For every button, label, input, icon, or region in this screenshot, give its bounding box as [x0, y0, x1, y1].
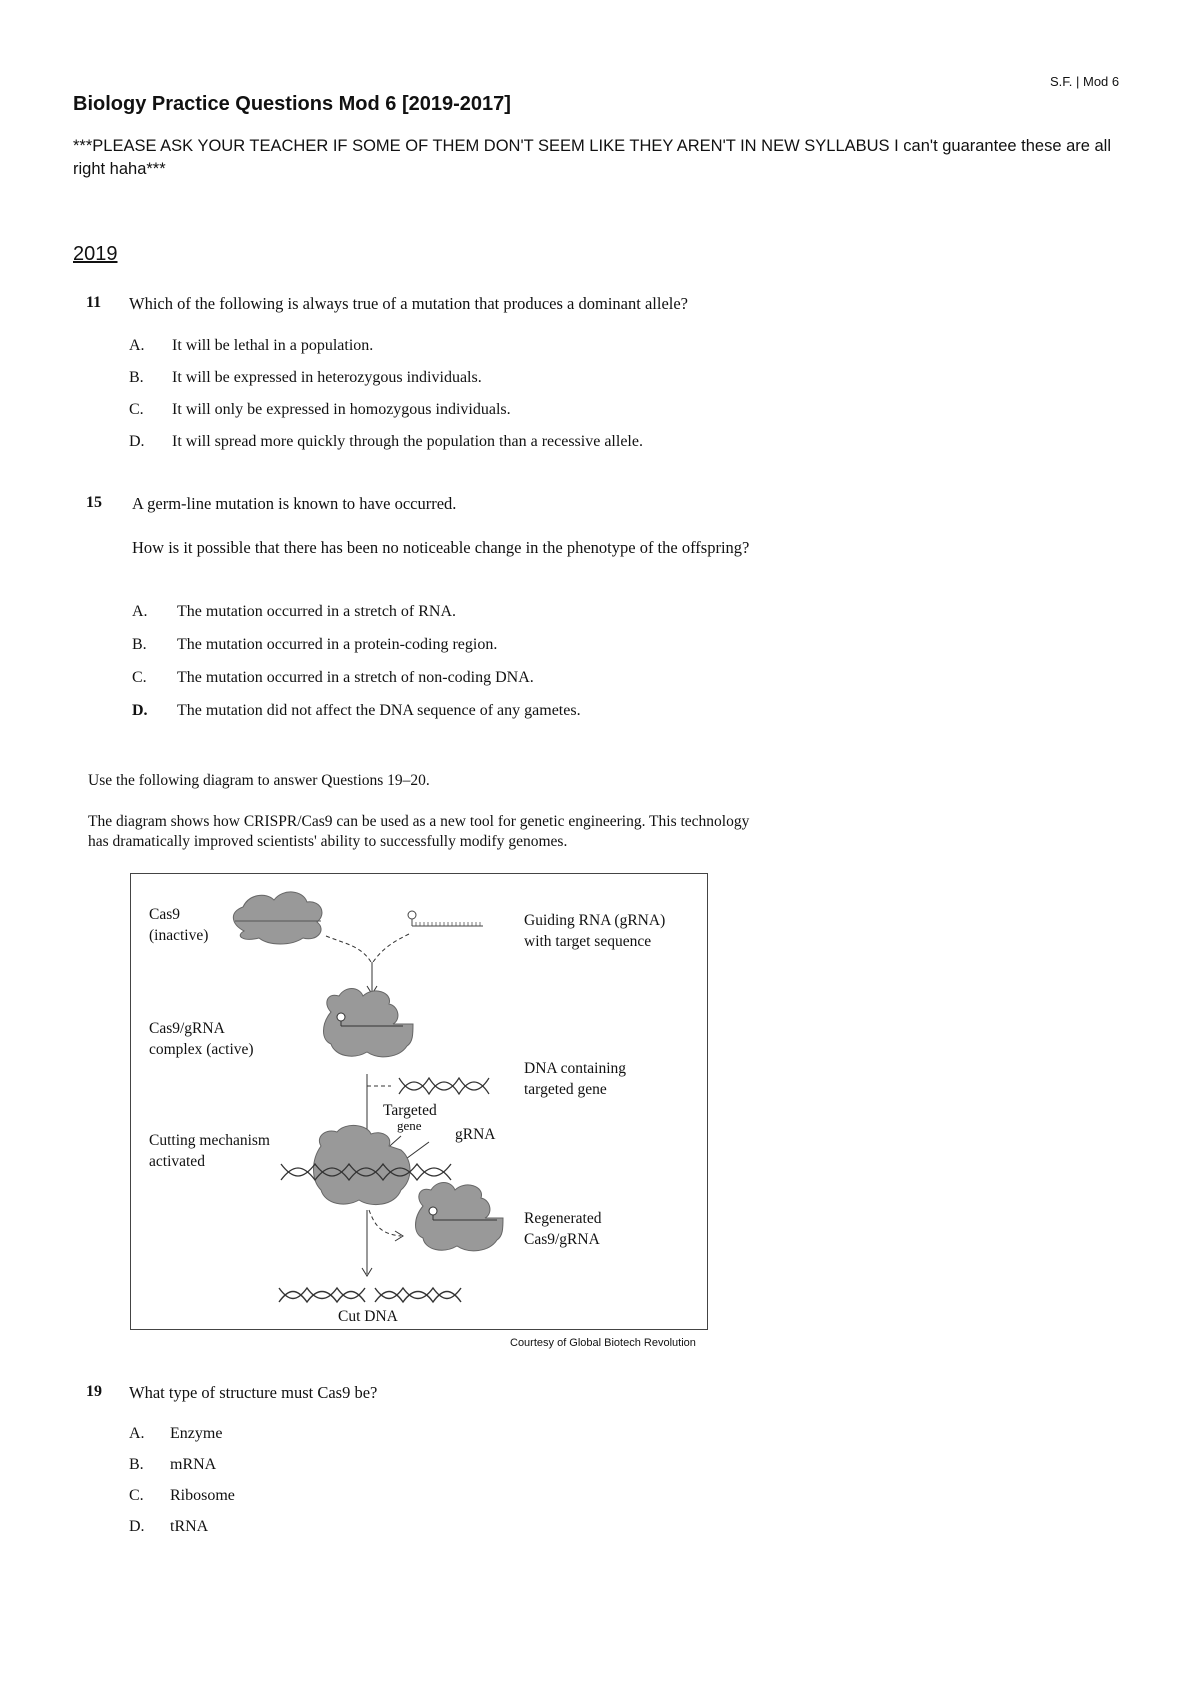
- option-text: It will be expressed in heterozygous individuals.: [172, 369, 482, 386]
- grna-teeth: [416, 922, 480, 926]
- option-text: The mutation did not affect the DNA sequence of any gametes.: [177, 702, 581, 719]
- label-inactive: (inactive): [149, 927, 209, 944]
- option-letter: C.: [132, 669, 147, 686]
- cas9-inactive-shape: [233, 892, 322, 944]
- option-text: mRNA: [170, 1456, 217, 1473]
- label-targeted: Targeted: [383, 1102, 437, 1119]
- label-dna-2: targeted gene: [524, 1081, 607, 1098]
- question-number: 11: [86, 294, 102, 311]
- cut-dna-right: [375, 1288, 461, 1302]
- label-complex-2: complex (active): [149, 1041, 254, 1058]
- option-letter: A.: [129, 337, 145, 354]
- question-text: What type of structure must Cas9 be?: [129, 1383, 378, 1402]
- stimulus-description: The diagram shows how CRISPR/Cas9 can be used as a new tool for genetic engineering. This technology has dramatically improved scientists' ability to successfully modify genomes.: [88, 813, 750, 850]
- option-text: The mutation occurred in a protein-coding region.: [177, 636, 498, 653]
- question-number: 15: [86, 494, 102, 511]
- year-heading: 2019: [73, 243, 118, 265]
- option-letter: B.: [129, 1456, 144, 1473]
- label-cut-dna: Cut DNA: [338, 1308, 398, 1325]
- question-text-continued: How is it possible that there has been no noticeable change in the phenotype of the offspring?: [132, 538, 750, 557]
- label-dna-1: DNA containing: [524, 1060, 627, 1077]
- option-text: Enzyme: [170, 1425, 223, 1442]
- option-text: The mutation occurred in a stretch of non-coding DNA.: [177, 669, 534, 686]
- label-grna-1: Guiding RNA (gRNA): [524, 912, 666, 929]
- option-letter: D.: [129, 433, 145, 450]
- label-cutting-1: Cutting mechanism: [149, 1132, 270, 1149]
- header-page-label: S.F. | Mod 6: [1050, 74, 1120, 89]
- cutting-complex-shape: [314, 1125, 411, 1204]
- question-number: 19: [86, 1383, 102, 1400]
- option-letter: A.: [132, 603, 148, 620]
- option-text: It will spread more quickly through the population than a recessive allele.: [172, 433, 643, 450]
- document-title: Biology Practice Questions Mod 6 [2019-2017]: [73, 93, 511, 115]
- option-letter: B.: [129, 369, 144, 386]
- disclaimer-note: ***PLEASE ASK YOUR TEACHER IF SOME OF THEM DON'T SEEM LIKE THEY AREN'T IN NEW SYLLABUS I can't guarantee these are all right haha***: [73, 137, 1112, 178]
- label-cutting-2: activated: [149, 1153, 205, 1170]
- option-letter: A.: [129, 1425, 145, 1442]
- diagram-credit: Courtesy of Global Biotech Revolution: [510, 1337, 696, 1349]
- crispr-diagram: [130, 873, 708, 1330]
- label-grna-pointer: gRNA: [455, 1126, 496, 1143]
- option-text: It will be lethal in a population.: [172, 337, 374, 354]
- option-letter: D.: [129, 1518, 145, 1535]
- option-letter: C.: [129, 401, 144, 418]
- label-regenerated-2: Cas9/gRNA: [524, 1231, 600, 1248]
- target-dna-helix: [399, 1078, 489, 1094]
- label-complex-1: Cas9/gRNA: [149, 1020, 225, 1037]
- cut-dna-left: [279, 1288, 365, 1302]
- option-letter: C.: [129, 1487, 144, 1504]
- regenerated-complex-shape: [416, 1183, 504, 1251]
- cas9-grna-complex-shape: [324, 989, 414, 1057]
- stimulus-intro: Use the following diagram to answer Questions 19–20.: [88, 772, 430, 789]
- question-text: Which of the following is always true of a mutation that produces a dominant allele?: [129, 294, 689, 313]
- option-letter: D.: [132, 702, 148, 719]
- option-text: Ribosome: [170, 1487, 235, 1504]
- label-grna-2: with target sequence: [524, 933, 652, 950]
- option-text: It will only be expressed in homozygous individuals.: [172, 401, 511, 418]
- label-cas9: Cas9: [149, 906, 180, 923]
- label-gene: gene: [397, 1118, 422, 1133]
- option-letter: B.: [132, 636, 147, 653]
- label-regenerated-1: Regenerated: [524, 1210, 602, 1227]
- question-text: A germ-line mutation is known to have occurred.: [132, 494, 457, 513]
- option-text: The mutation occurred in a stretch of RNA.: [177, 603, 457, 620]
- option-text: tRNA: [170, 1518, 209, 1535]
